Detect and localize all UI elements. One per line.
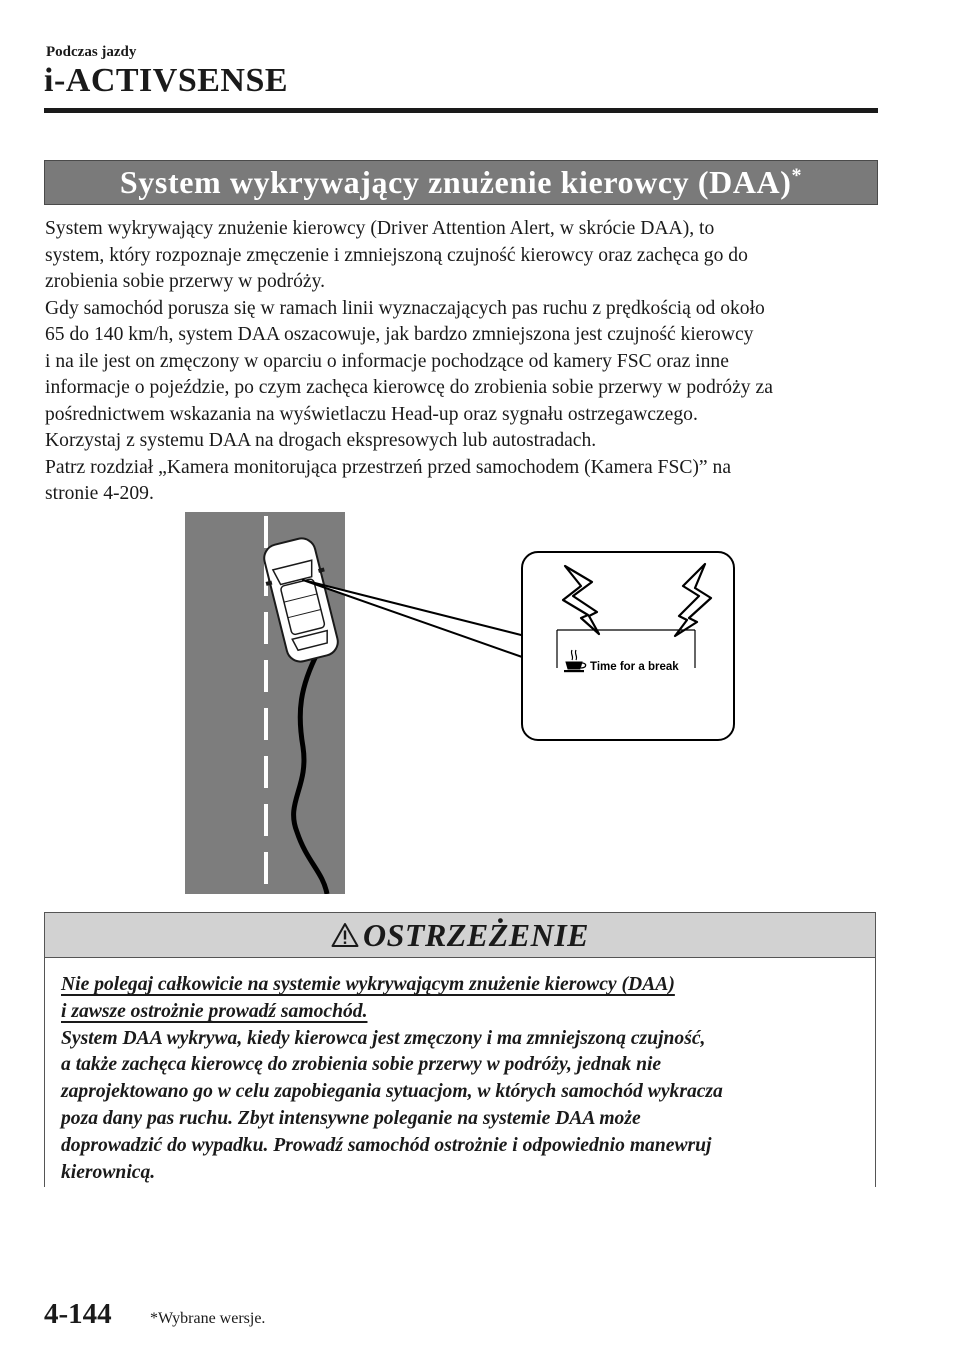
display-message: Time for a break	[590, 661, 679, 673]
warning-left-border	[44, 956, 45, 1187]
warning-line: kierownicą.	[61, 1161, 156, 1183]
warning-line: zaprojektowano go w celu zapobiegania sytuacjom, w których samochód wykracza	[61, 1081, 723, 1103]
section-heading-text: System wykrywający znużenie kierowcy (DAA)	[119, 164, 792, 200]
body-line: pośrednictwem wskazania na wyświetlaczu Head-up oraz sygnału ostrzegawczego.	[45, 403, 698, 425]
body-line: 65 do 140 km/h, system DAA oszacowuje, jak bardzo zmniejszona jest czujność kierowcy	[45, 324, 754, 345]
body-line: system, który rozpoznaje zmęczenie i zmniejszoną czujność kierowcy oraz zachęca go do	[45, 244, 748, 266]
body-line: zrobienia sobie przerwy w podróży.	[45, 271, 326, 292]
warning-text	[61, 972, 871, 1186]
body-line: Gdy samochód porusza się w ramach linii wyznaczających pas ruchu z prędkością od około	[45, 297, 765, 319]
warning-box	[44, 912, 876, 1187]
chapter-title: i-ACTIVSENSE	[44, 62, 289, 99]
section-heading	[120, 164, 802, 201]
body-line: informacje o pojeździe, po czym zachęca kierowcę do zrobienia sobie przerwy w podróży za	[45, 377, 773, 398]
body-text	[45, 216, 885, 508]
warning-header	[44, 912, 876, 958]
body-line: stronie 4-209.	[45, 483, 154, 504]
body-line: Korzystaj z systemu DAA na drogach ekspresowych lub autostradach.	[45, 430, 597, 451]
page-number: 4-144	[44, 1298, 112, 1330]
body-line: i na ile jest on zmęczony w oparciu o informacje pochodzące od kamery FSC oraz inne	[45, 350, 729, 372]
warning-line: Nie polegaj całkowicie na systemie wykrywającym znużenie kierowcy (DAA)	[61, 974, 675, 995]
body-line: System wykrywający znużenie kierowcy (Driver Attention Alert, w skrócie DAA), to	[45, 218, 715, 239]
head-up-display-callout	[522, 552, 734, 740]
optional-equipment-marker: *	[791, 164, 803, 187]
section-heading-bar	[44, 160, 878, 205]
warning-line: poza dany pas ruchu. Zbyt intensywne poleganie na systemie DAA może	[61, 1107, 641, 1129]
section-label: Podczas jazdy	[46, 44, 137, 60]
chapter-divider	[44, 108, 878, 113]
footnote: *Wybrane wersje.	[150, 1310, 266, 1327]
warning-line: i zawsze ostrożnie prowadź samochód.	[61, 1000, 368, 1022]
daa-illustration	[185, 512, 745, 894]
warning-right-border	[875, 956, 876, 1187]
warning-line: a także zachęca kierowcę do zrobienia sobie przerwy w podróży, jednak nie	[61, 1054, 662, 1076]
warning-triangle-icon	[331, 922, 359, 948]
warning-line: doprowadzić do wypadku. Prowadź samochód ostrożnie i odpowiednio manewruj	[61, 1134, 712, 1156]
warning-line: System DAA wykrywa, kiedy kierowca jest zmęczony i ma zmniejszoną czujność,	[61, 1027, 706, 1049]
warning-title: OSTRZEŻENIE	[363, 916, 589, 953]
body-line: Patrz rozdział „Kamera monitorująca przestrzeń przed samochodem (Kamera FSC)” na	[45, 456, 732, 478]
